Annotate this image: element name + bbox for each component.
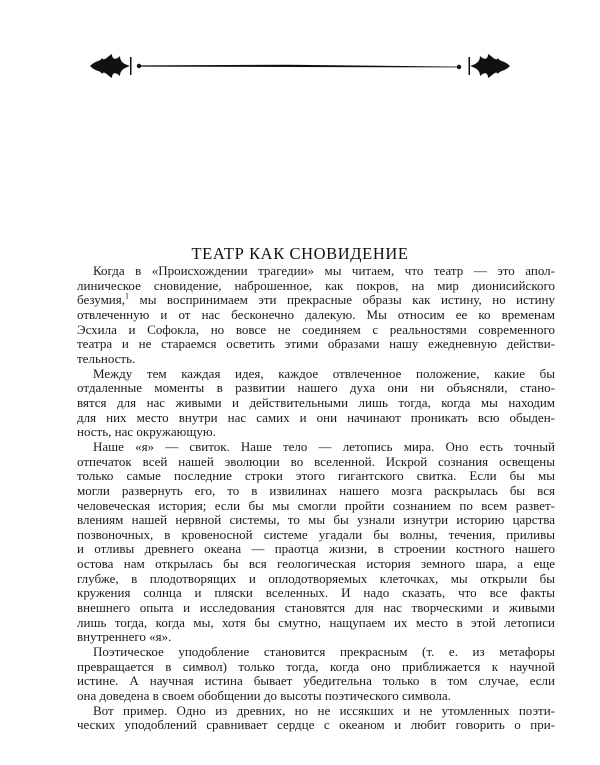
footnote-marker[interactable]: 1 (124, 291, 129, 301)
text-line: театра и не стараемся осветить этими образами нашу ежедневную действи- (77, 336, 555, 352)
text-line: ческих уподоблений сравнивает сердце с океаном и любит говорить о при- (77, 717, 555, 733)
paragraph (77, 704, 555, 733)
text-line: могли развернуть его, то в извилинах нашего мозга раскрылась бы вся (77, 482, 555, 498)
text-line: внешнего опыта и исследования становятся для нас творческими и живыми (77, 600, 555, 616)
paragraph (77, 367, 555, 440)
right-leaf-icon (469, 54, 511, 78)
text-line: отпечаток всей нашей эволюции во вселенной. Искрой сознания освещены (77, 453, 555, 469)
text-line: отвлеченную и от нас бесконечно далекую. Мы относим ее ко временам (77, 306, 555, 322)
text-line: глубже, в плодотворящих и оплодотворяемых клеточках, мы открыли бы (77, 570, 555, 586)
text-fragment: мы воспринимаем эти прекрасные образы как истину, но истину (139, 292, 556, 308)
decorative-rule-ornament (88, 50, 512, 82)
text-line: Вот пример. Одно из древних, но не иссякших и не утомленных поэти- (93, 702, 555, 718)
text-line: истине. А научная истина бывает убедительна только в том случае, если (77, 673, 555, 689)
text-line: вятся для нас живыми и действительными лишь тогда, когда мы находим (77, 394, 555, 410)
text-line: ность, нас окружающую. (77, 424, 216, 440)
text-line (77, 293, 555, 308)
text-line: Когда в «Происхождении трагедии» мы читаем, что театр — это апол- (93, 263, 555, 278)
text-line: кружения солнца и пляски вселенных. И надо сказать, что все факты (77, 585, 555, 601)
paragraph (77, 440, 555, 645)
text-line: отдаленные моменты в развитии нашего духа они ни объясняли, стано- (77, 380, 555, 396)
paragraph (77, 264, 555, 367)
text-line: лишь тогда, когда мы, хотя бы смутно, нащупаем их место в этой летописи (77, 614, 555, 630)
text-fragment: безумия, (77, 292, 125, 308)
text-line: Наше «я» — свиток. Наше тело — летопись мира. Оно есть точный (93, 438, 555, 454)
text-line: Между тем каждая идея, каждое отвлеченное положение, какие бы (93, 365, 555, 381)
chapter-body (77, 264, 555, 733)
text-line: позвоночных, в кровеносной системе угадали бы волны, течения, приливы (77, 526, 555, 542)
text-line: для них место внутри нас самих и они начинают проникать всю обыден- (77, 409, 555, 425)
left-leaf-icon (90, 54, 132, 78)
text-line: человеческая история; если бы мы смогли пройти сознанием по всем развет- (77, 497, 555, 513)
text-line: внутреннего «я». (77, 629, 172, 645)
text-line: превращается в символ) только тогда, когда оно приближается к научной (77, 658, 555, 674)
text-line: линическое сновидение, наброшенное, как покров, на мир дионисийского (77, 277, 555, 293)
text-line: влениям нашей нервной системы, то мы бы узнали изнутри историю царства (77, 512, 555, 528)
paragraph (77, 645, 555, 704)
text-line: Поэтическое уподобление становится прекрасным (т. е. из метафоры (93, 644, 555, 660)
text-line: остова нам открылась бы вся геологическая история земного шара, а еще (77, 556, 555, 572)
chapter-title: ТЕАТР КАК СНОВИДЕНИЕ (191, 244, 409, 263)
text-line: Эсхила и Софокла, но вовсе не соединяем с реальностями современного (77, 321, 555, 337)
text-line: и отливы древнего океана — праотца жизни, в строении костного нашего (77, 541, 555, 557)
text-line: только самые последние строки этого гигантского свитка. Если бы мы (77, 468, 555, 484)
text-line: тельность. (77, 350, 136, 366)
text-line: она доведена в своем обобщении до высоты поэтического символа. (77, 688, 451, 704)
